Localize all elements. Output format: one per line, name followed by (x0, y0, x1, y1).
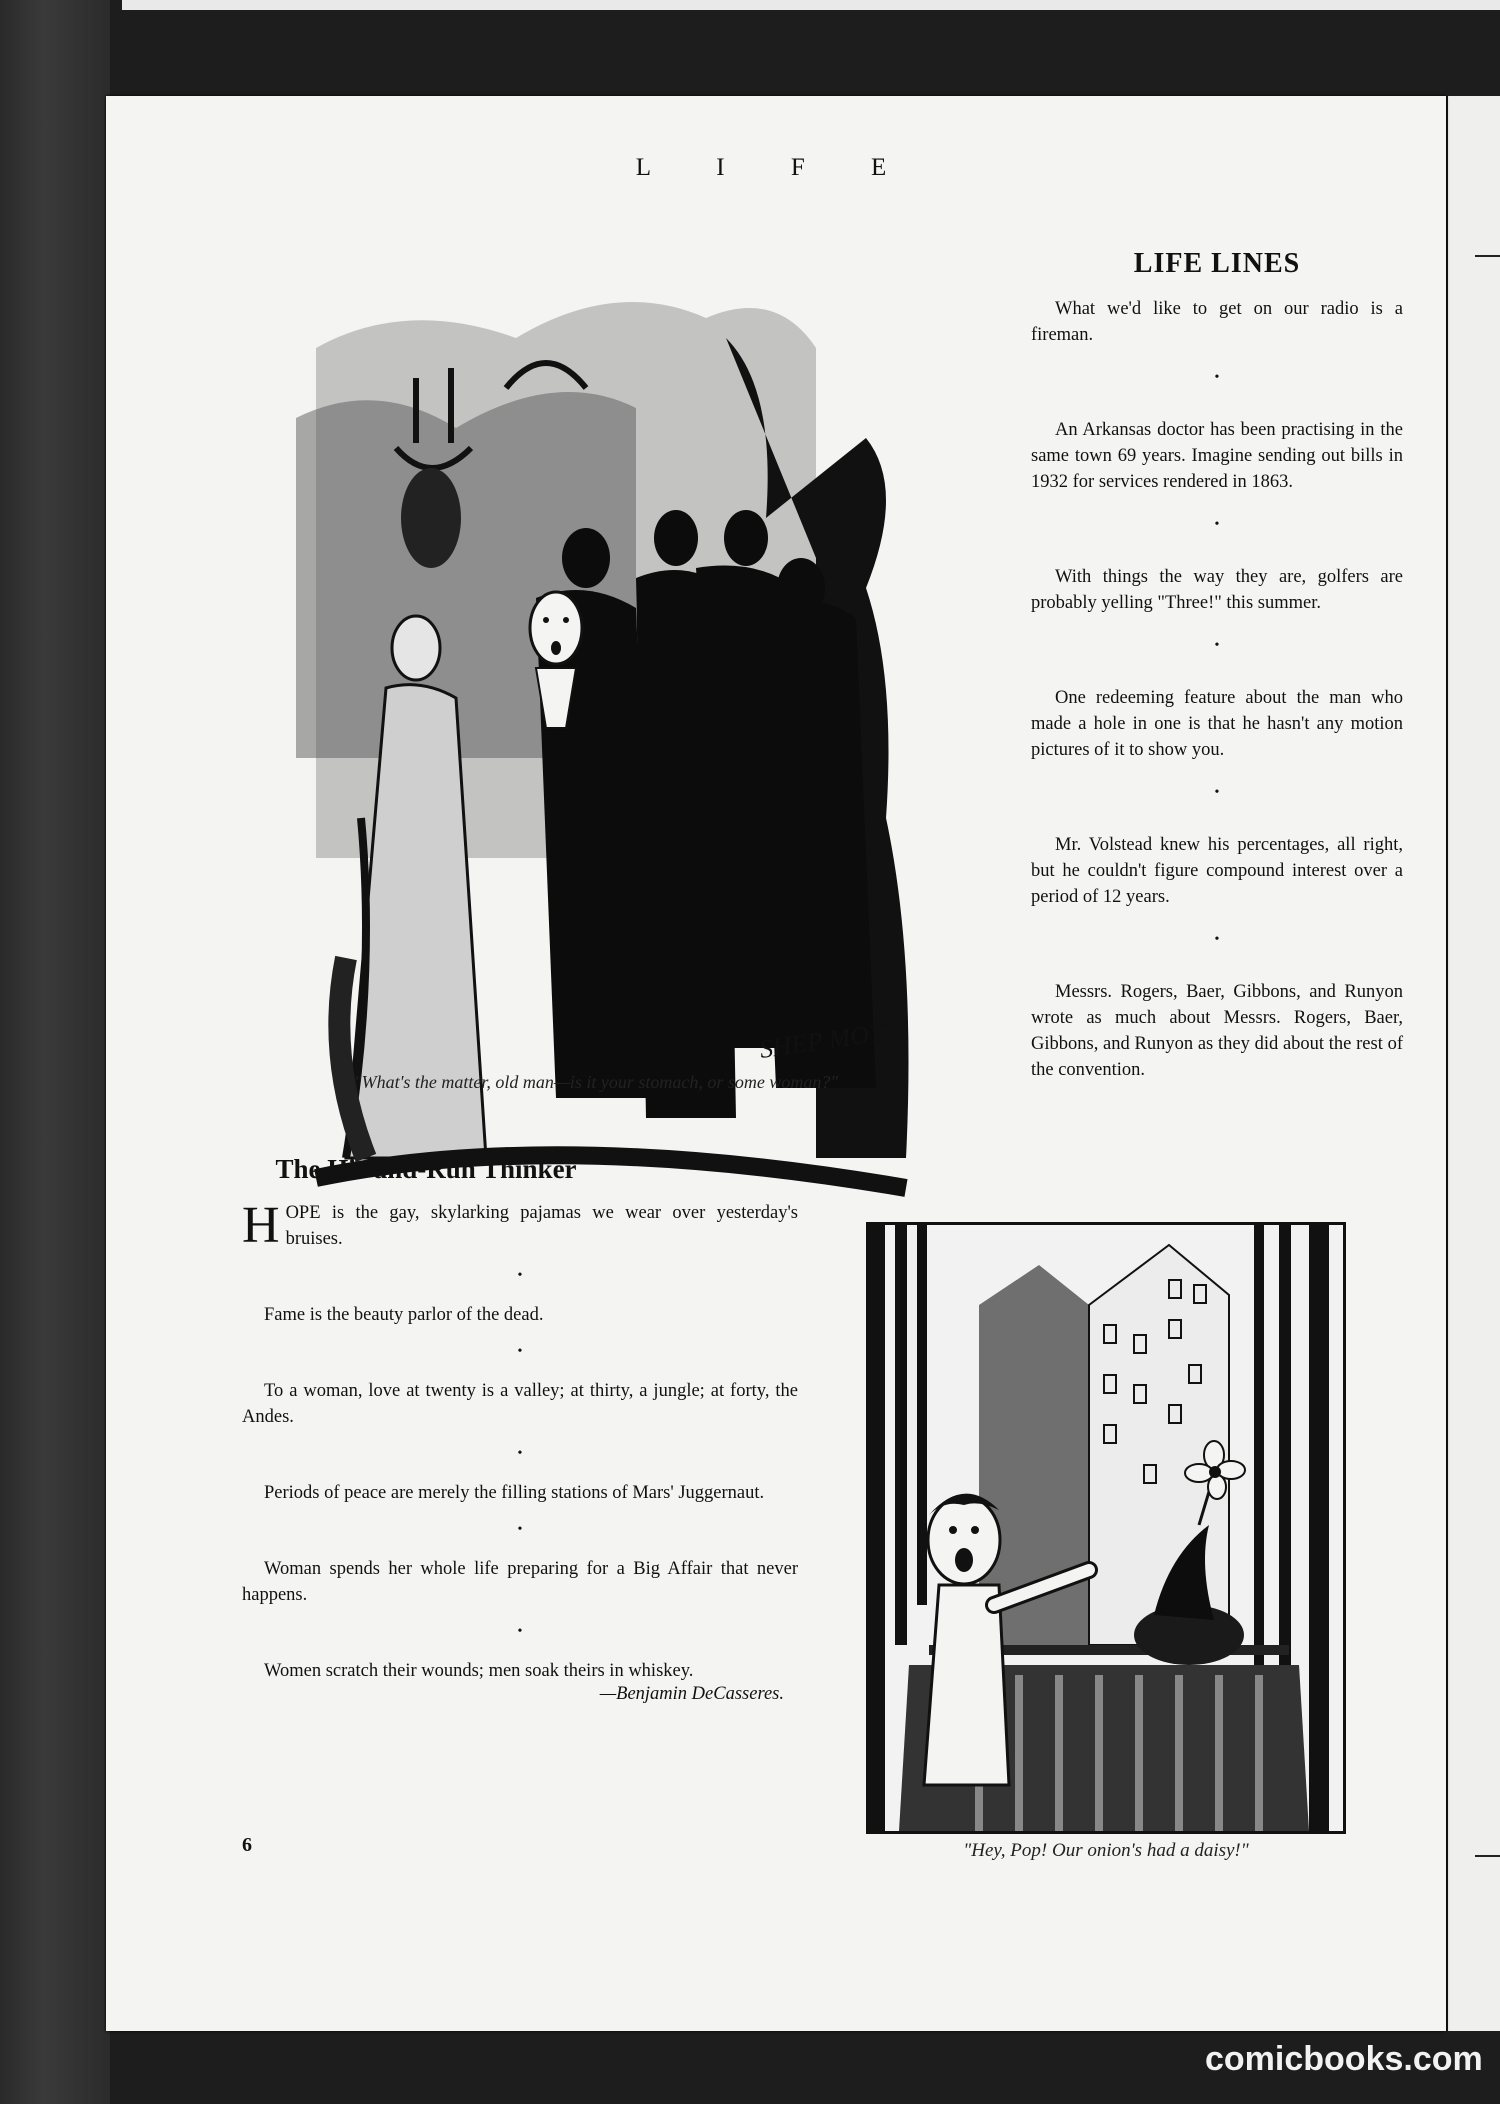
life-line-item: What we'd like to get on our radio is a fireman. (1031, 299, 1403, 345)
bullet-separator: • (1214, 517, 1220, 532)
bullet-separator: • (517, 1446, 523, 1461)
magazine-page (106, 96, 1446, 2031)
hit-and-run-first-item (242, 1197, 798, 1254)
party-cartoon-illustration (256, 258, 1066, 1258)
drop-cap: H (242, 1197, 280, 1254)
bullet-separator: • (1214, 785, 1220, 800)
hit-and-run-item: To a woman, love at twenty is a valley; at thirty, a jungle; at forty, the Andes. (242, 1381, 798, 1427)
hit-and-run-item: Periods of peace are merely the filling stations of Mars' Juggernaut. (264, 1483, 765, 1503)
attribution: —Benjamin DeCasseres. (599, 1684, 784, 1704)
bullet-separator: • (1214, 370, 1220, 385)
life-lines-title: LIFE LINES (1133, 248, 1301, 279)
cartoon1-signature: SHEP MOTT (757, 1015, 900, 1064)
bullet-separator: • (517, 1268, 523, 1283)
adjacent-page-mark (1475, 255, 1500, 257)
bullet-separator: • (517, 1624, 523, 1639)
watermark: comicbooks.com (1205, 2040, 1483, 2078)
life-line-item: An Arkansas doctor has been practising in the same town 69 years. Imagine sending out bills in 1932 for services rendered in 1863. (1031, 420, 1403, 492)
bullet-separator: • (1214, 932, 1220, 947)
page-number: 6 (242, 1834, 252, 1856)
hit-and-run-item: Woman spends her whole life preparing for a Big Affair that never happens. (242, 1559, 798, 1605)
scan-border-top (122, 0, 1500, 10)
onion-cartoon-frame (866, 1222, 1346, 1834)
life-line-item: Mr. Volstead knew his percentages, all right, but he couldn't figure compound interest over a period of 12 years. (1031, 835, 1403, 907)
masthead: L I F E (635, 154, 917, 181)
life-line-item: With things the way they are, golfers are probably yelling "Three!" this summer. (1031, 567, 1403, 613)
bullet-separator: • (517, 1344, 523, 1359)
hit-and-run-item: Fame is the beauty parlor of the dead. (264, 1305, 544, 1325)
bullet-separator: • (517, 1522, 523, 1537)
scan-border-left (0, 0, 110, 2104)
hit-and-run-item: Women scratch their wounds; men soak theirs in whiskey. (264, 1661, 694, 1681)
life-line-item: Messrs. Rogers, Baer, Gibbons, and Runyon wrote as much about Messrs. Rogers, Baer, Gibbons, and Runyon as they did about the rest of the convention. (1031, 982, 1403, 1080)
hit-and-run-title: The Hit-and-Run Thinker (275, 1154, 577, 1184)
life-line-item: One redeeming feature about the man who made a hole in one is that he hasn't any motion pictures of it to show you. (1031, 688, 1403, 760)
first-item-text: OPE is the gay, skylarking pajamas we wear over yesterday's bruises. (285, 1203, 798, 1249)
adjacent-page-mark (1475, 1855, 1500, 1857)
onion-cartoon-illustration (869, 1225, 1343, 1831)
hit-and-run-column (242, 1197, 798, 1705)
life-lines-column (1031, 296, 1403, 1083)
cartoon2-caption: "Hey, Pop! Our onion's had a daisy!" (963, 1840, 1249, 1861)
cartoon1-caption: "What's the matter, old man—is it your stomach, or some woman?" (354, 1072, 838, 1092)
bullet-separator: • (1214, 638, 1220, 653)
adjacent-page-edge (1440, 96, 1500, 2031)
